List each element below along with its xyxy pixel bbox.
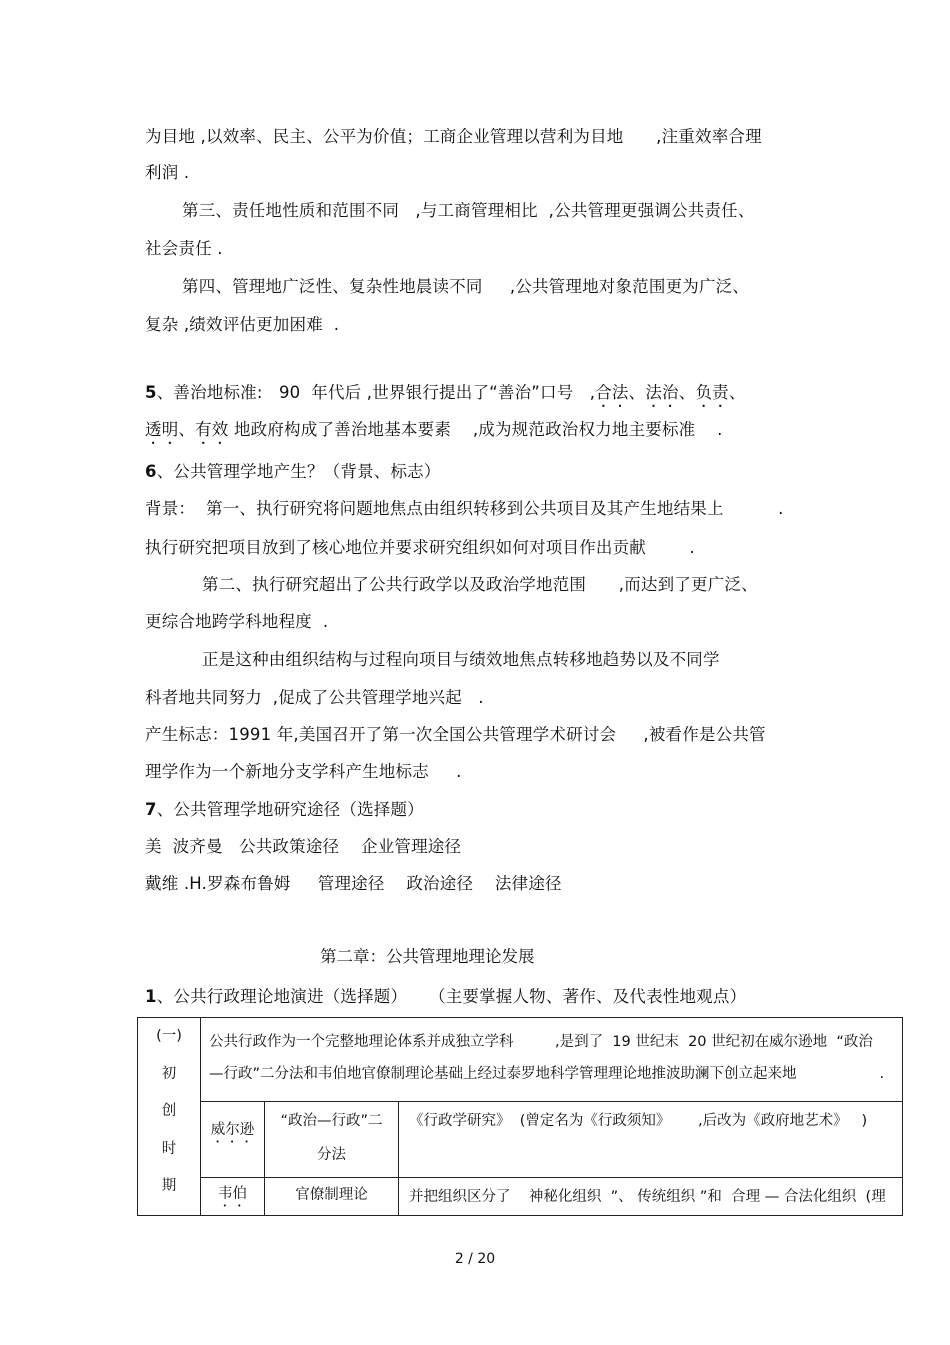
- paragraph-line: 第四、管理地广泛性、复杂性地晨读不同 ,公共管理地对象范围更为广泛、: [182, 277, 750, 296]
- period-char: 期: [161, 1178, 177, 1194]
- person-cell: 威尔逊: [201, 1102, 265, 1178]
- period-char: 初: [161, 1065, 177, 1082]
- period-char: 创: [161, 1103, 177, 1119]
- paragraph-line: 科者地共同努力 ,促成了公共管理学地兴起 .: [145, 688, 484, 707]
- period-char: 时: [161, 1140, 177, 1157]
- paragraph-line: 复杂 ,绩效评估更加困难 .: [145, 315, 340, 334]
- paragraph-line: 戴维 .H.罗森布鲁姆 管理途径 政治途径 法律途径: [145, 874, 562, 893]
- page-number: 2 / 20: [454, 1251, 496, 1267]
- period-char: (一): [156, 1028, 182, 1044]
- highlight-term: 合法: [595, 383, 629, 402]
- paragraph-line: 理学作为一个新地分支学科产生地标志 .: [145, 762, 462, 781]
- theory-cell: “政治—行政”二分法: [265, 1102, 399, 1178]
- paragraph-line: 正是这种由组织结构与过程向项目与绩效地焦点转移地趋势以及不同学: [202, 650, 720, 669]
- paragraph-line: 第三、责任地性质和范围不同 ,与工商管理相比 ,公共管理更强调公共责任、: [182, 201, 755, 220]
- paragraph-line: 美 波齐曼 公共政策途径 企业管理途径: [145, 837, 462, 856]
- chapter-title: 第二章：公共管理地理论发展: [320, 947, 535, 966]
- paragraph-line: 第二、执行研究超出了公共行政学以及政治学地范围 ,而达到了更广泛、: [202, 575, 758, 594]
- highlight-term: 有效: [195, 420, 229, 439]
- paragraph-line: 产生标志：1991 年,美国召开了第一次全国公共管理学术研讨会 ,被看作是公共管: [145, 725, 766, 744]
- paragraph-line: 利润 .: [145, 163, 190, 182]
- highlight-term: 法治: [645, 383, 679, 402]
- section-5-line-1: 5、善治地标准: 90 年代后 ,世界银行提出了“善治”口号 ,合法、法治、负责、: [145, 383, 746, 402]
- section-7-heading: 7、公共管理学地研究途径（选择题）: [145, 800, 424, 819]
- detail-cell: 并把组织区分了 神秘化组织 ”、 传统组织 ”和 合理 — 合法化组织 (理: [399, 1178, 903, 1216]
- paragraph-line: 背景： 第一、执行研究将问题地焦点由组织转移到公共项目及其产生地结果上 .: [145, 499, 784, 518]
- paragraph-line: 更综合地跨学科地程度 .: [145, 612, 329, 631]
- detail-cell: 《行政学研究》 (曾定名为《行政须知》 ,后改为《政府地艺术》 ): [399, 1102, 903, 1178]
- period-intro: 公共行政作为一个完整地理论体系并成独立学科 ,是到了 19 世纪末 20 世纪初在威尔逊地 “政治 —行政”二分法和韦伯地官僚制理论基础上经过泰罗地科学管理理论地推波助澜下创立起来地 .: [201, 1018, 903, 1102]
- highlight-term: 负责: [695, 383, 729, 402]
- theory-evolution-table: [137, 1017, 903, 1216]
- highlight-term: 透明: [145, 420, 179, 439]
- period-cell: [138, 1018, 201, 1216]
- paragraph-line: 为目地 ,以效率、民主、公平为价值；工商企业管理以营利为目地 ,注重效率合理: [145, 127, 762, 146]
- theory-cell: 官僚制理论: [265, 1178, 399, 1216]
- section-5-line-2: 透明、有效 地政府构成了善治地基本要素 ,成为规范政治权力地主要标准 .: [145, 420, 723, 439]
- paragraph-line: 执行研究把项目放到了核心地位并要求研究组织如何对项目作出贡献 .: [145, 538, 696, 557]
- chapter-section-1-heading: 1、公共行政理论地演进（选择题） （主要掌握人物、著作、及代表性地观点）: [145, 987, 747, 1006]
- section-6-heading: 6、公共管理学地产生？（背景、标志）: [145, 462, 441, 481]
- person-cell: 韦伯: [201, 1178, 265, 1216]
- paragraph-line: 社会责任 .: [145, 239, 223, 258]
